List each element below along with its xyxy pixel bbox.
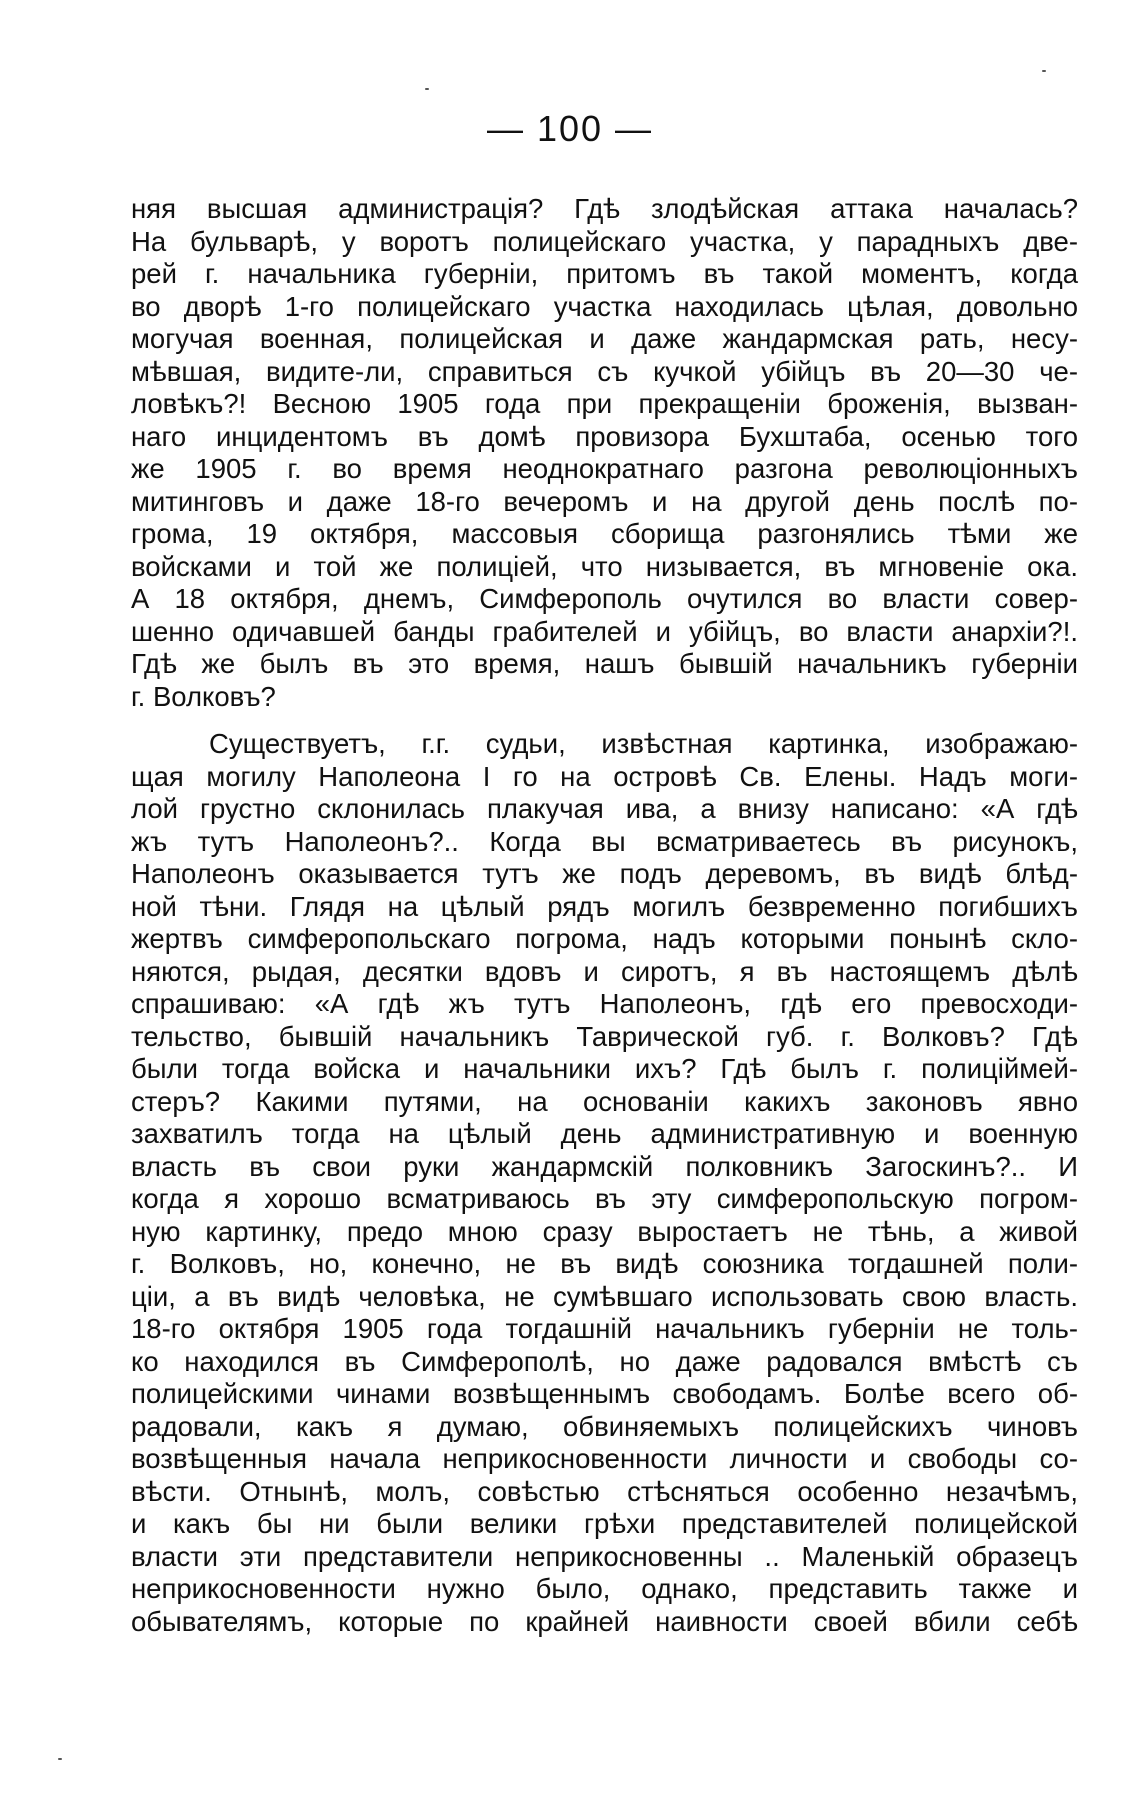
scan-speck (425, 88, 429, 90)
text-line: когда я хорошо всматриваюсь въ эту симферопольскую погром- (131, 1183, 1078, 1214)
text-line: наго инцидентомъ въ домѣ провизора Бухштаба, осенью того (131, 420, 1078, 452)
text-line: власти эти представители неприкосновенны .. Маленькій образецъ (131, 1540, 1078, 1572)
text-line: жъ тутъ Наполеонъ?.. Когда вы всматриваетесь въ рисунокъ, (131, 825, 1078, 857)
text-line: А 18 октября, днемъ, Симферополь очутился во власти совер- (131, 583, 1078, 614)
text-line: стеръ? Какими путями, на основаніи какихъ законовъ явно (131, 1085, 1078, 1117)
text-line: митинговъ и даже 18-го вечеромъ и на другой день послѣ по- (131, 485, 1078, 517)
text-line: ціи, а въ видѣ человѣка, не сумѣвшаго использовать свою власть. (131, 1280, 1078, 1312)
text-line: шенно одичавшей банды грабителей и убійцъ, во власти анархіи?!. (131, 615, 1078, 647)
text-line: захватилъ тогда на цѣлый день административную и военную (131, 1118, 1078, 1149)
text-line: возвѣщенныя начала неприкосновенности личности и свободы со- (131, 1443, 1078, 1474)
text-line: радовали, какъ я думаю, обвиняемыхъ полицейскихъ чиновъ (131, 1410, 1078, 1442)
text-line: могучая военная, полицейская и даже жандармская рать, несу- (131, 323, 1078, 354)
text-line: Гдѣ же былъ въ это время, нашъ бывшій начальникъ губерніи (131, 648, 1078, 679)
text-line: 18-го октября 1905 года тогдашній начальникъ губерніи не толь- (131, 1313, 1078, 1344)
text-line: г. Волковъ, но, конечно, не въ видѣ союзника тогдашней поли- (131, 1248, 1078, 1279)
text-line: грома, 19 октября, массовыя сборища разгонялись тѣми же (131, 518, 1078, 549)
text-line: щая могилу Наполеона I го на островѣ Св. Елены. Надъ моги- (131, 760, 1078, 792)
text-line: были тогда войска и начальники ихъ? Гдѣ былъ г. полиціймей- (131, 1053, 1078, 1084)
text-line: обывателямъ, которые по крайней наивности своей вбили себѣ (131, 1605, 1078, 1637)
text-line: г. Волковъ? (131, 680, 276, 712)
text-line: войсками и той же полиціей, что низывается, въ мгновеніе ока. (131, 550, 1078, 582)
text-line: Существуетъ, г.г. судьи, извѣстная картинка, изображаю- (209, 728, 1078, 759)
scan-speck (1042, 70, 1046, 72)
scan-speck (58, 1758, 62, 1760)
text-line: власть въ свои руки жандармскій полковникъ Загоскинъ?.. И (131, 1150, 1078, 1182)
text-line: няя высшая администрація? Гдѣ злодѣйская аттака началась? (131, 193, 1078, 224)
text-line: ко находился въ Симферополѣ, но даже радовался вмѣстѣ съ (131, 1345, 1078, 1377)
text-line: рей г. начальника губерніи, притомъ въ такой моментъ, когда (131, 258, 1078, 289)
text-line: же 1905 г. во время неоднократнаго разгона революціонныхъ (131, 453, 1078, 484)
paragraph-1 (131, 193, 1078, 713)
text-line: жертвъ симферопольскаго погрома, надъ которыми понынѣ скло- (131, 923, 1078, 954)
text-line: На бульварѣ, у воротъ полицейскаго участка, у парадныхъ две- (131, 225, 1078, 257)
text-line: вѣсти. Отнынѣ, молъ, совѣстью стѣсняться особенно незачѣмъ, (131, 1475, 1078, 1507)
text-line: мѣвшая, видите-ли, справиться съ кучкой убійцъ въ 20—30 че- (131, 355, 1078, 387)
text-line: няются, рыдая, десятки вдовъ и сиротъ, я въ настоящемъ дѣлѣ (131, 955, 1078, 987)
text-line: лой грустно склонилась плакучая ива, а внизу написано: «А гдѣ (131, 793, 1078, 824)
text-line: ную картинку, предо мною сразу выростаетъ не тѣнь, а живой (131, 1215, 1078, 1247)
text-line: ловѣкъ?! Весною 1905 года при прекращеніи броженія, вызван- (131, 388, 1078, 419)
text-line: полицейскими чинами возвѣщеннымъ свободамъ. Болѣе всего об- (131, 1378, 1078, 1409)
text-line: Наполеонъ оказывается тутъ же подъ деревомъ, въ видѣ блѣд- (131, 858, 1078, 889)
text-line: тельство, бывшій начальникъ Таврической губ. г. Волковъ? Гдѣ (131, 1020, 1078, 1052)
page-number: — 100 — (486, 108, 654, 149)
paragraph-2 (131, 728, 1078, 1638)
text-line: неприкосновенности нужно было, однако, представить также и (131, 1573, 1078, 1604)
text-line: во дворѣ 1-го полицейскаго участка находилась цѣлая, довольно (131, 290, 1078, 322)
text-line: спрашиваю: «А гдѣ жъ тутъ Наполеонъ, гдѣ его превосходи- (131, 988, 1078, 1019)
text-line: и какъ бы ни были велики грѣхи представителей полицейской (131, 1508, 1078, 1539)
text-line: ной тѣни. Глядя на цѣлый рядъ могилъ безвременно погибшихъ (131, 890, 1078, 922)
